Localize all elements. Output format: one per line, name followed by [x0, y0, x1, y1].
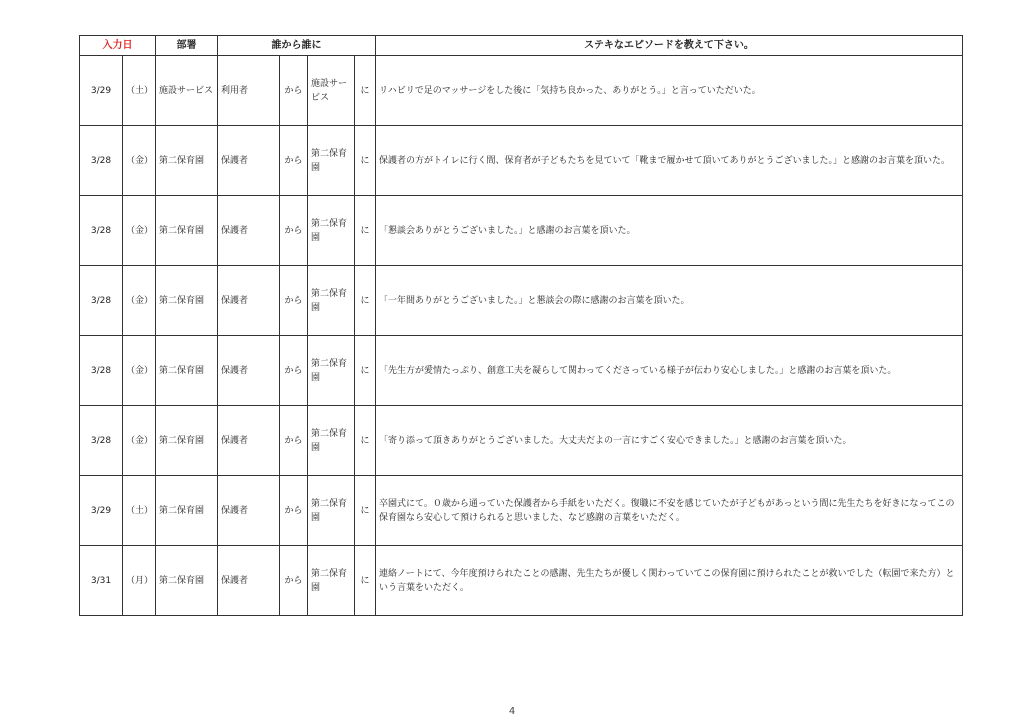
row-to: 第二保育園: [308, 336, 355, 406]
row-to: 第二保育園: [308, 126, 355, 196]
row-to: 施設サービス: [308, 56, 355, 126]
row-from: 保護者: [218, 336, 280, 406]
row-department: 施設サービス: [156, 56, 218, 126]
row-to: 第二保育園: [308, 196, 355, 266]
row-weekday: （金）: [123, 126, 156, 196]
row-department: 第二保育園: [156, 476, 218, 546]
row-kara: から: [280, 266, 308, 336]
table-row: [80, 126, 963, 196]
row-episode: 「懇談会ありがとうございました。」と感謝のお言葉を頂いた。: [376, 196, 963, 266]
row-from: 保護者: [218, 546, 280, 616]
row-episode: 保護者の方がトイレに行く間、保育者が子どもたちを見ていて「靴まで履かせて頂いてありがとうございました。」と感謝のお言葉を頂いた。: [376, 126, 963, 196]
row-episode: 「一年間ありがとうございました。」と懇談会の際に感謝のお言葉を頂いた。: [376, 266, 963, 336]
row-date: 3/29: [80, 56, 123, 126]
row-date: 3/28: [80, 266, 123, 336]
row-kara: から: [280, 196, 308, 266]
row-department: 第二保育園: [156, 196, 218, 266]
row-date: 3/31: [80, 546, 123, 616]
row-episode: 連絡ノートにて、今年度預けられたことの感謝、先生たちが優しく関わっていてこの保育園に預けられたことが救いでした（転園で来た方）という言葉をいただく。: [376, 546, 963, 616]
table-row: [80, 336, 963, 406]
header-date: 入力日: [80, 36, 156, 56]
row-kara: から: [280, 336, 308, 406]
row-episode: 卒園式にて。０歳から通っていた保護者から手紙をいただく。復職に不安を感じていたが子どもがあっという間に先生たちを好きになってこの保育園なら安心して預けられると思いました、など感謝の言葉をいただく。: [376, 476, 963, 546]
row-episode: リハビリで足のマッサージをした後に「気持ち良かった、ありがとう。」と言っていただいた。: [376, 56, 963, 126]
page-number: 4: [508, 706, 516, 717]
row-ni: に: [355, 546, 376, 616]
row-date: 3/28: [80, 336, 123, 406]
row-from: 保護者: [218, 406, 280, 476]
table-body: [80, 56, 963, 616]
row-to: 第二保育園: [308, 546, 355, 616]
row-from: 保護者: [218, 126, 280, 196]
row-kara: から: [280, 56, 308, 126]
row-ni: に: [355, 196, 376, 266]
row-from: 保護者: [218, 196, 280, 266]
row-to: 第二保育園: [308, 266, 355, 336]
row-date: 3/28: [80, 126, 123, 196]
header-episode: ステキなエピソードを教えて下さい。: [376, 36, 963, 56]
row-ni: に: [355, 406, 376, 476]
row-weekday: （金）: [123, 196, 156, 266]
row-from: 保護者: [218, 476, 280, 546]
row-ni: に: [355, 476, 376, 546]
row-weekday: （土）: [123, 56, 156, 126]
episode-table: [79, 35, 963, 616]
row-date: 3/29: [80, 476, 123, 546]
row-from: 保護者: [218, 266, 280, 336]
table-header-row: [80, 36, 963, 56]
row-weekday: （金）: [123, 266, 156, 336]
row-department: 第二保育園: [156, 126, 218, 196]
table-row: [80, 476, 963, 546]
row-kara: から: [280, 476, 308, 546]
row-ni: に: [355, 336, 376, 406]
row-to: 第二保育園: [308, 476, 355, 546]
row-ni: に: [355, 266, 376, 336]
row-to: 第二保育園: [308, 406, 355, 476]
row-kara: から: [280, 406, 308, 476]
row-ni: に: [355, 56, 376, 126]
row-department: 第二保育園: [156, 266, 218, 336]
row-weekday: （土）: [123, 476, 156, 546]
table-row: [80, 56, 963, 126]
header-dept: 部署: [156, 36, 218, 56]
row-ni: に: [355, 126, 376, 196]
row-weekday: （月）: [123, 546, 156, 616]
table-row: [80, 266, 963, 336]
row-kara: から: [280, 546, 308, 616]
row-episode: 「寄り添って頂きありがとうございました。大丈夫だよの一言にすごく安心できました。」と感謝のお言葉を頂いた。: [376, 406, 963, 476]
table-row: [80, 546, 963, 616]
row-date: 3/28: [80, 196, 123, 266]
header-who: 誰から誰に: [218, 36, 376, 56]
row-weekday: （金）: [123, 336, 156, 406]
row-department: 第二保育園: [156, 546, 218, 616]
row-department: 第二保育園: [156, 336, 218, 406]
row-kara: から: [280, 126, 308, 196]
row-department: 第二保育園: [156, 406, 218, 476]
table-row: [80, 196, 963, 266]
table-row: [80, 406, 963, 476]
row-date: 3/28: [80, 406, 123, 476]
row-from: 利用者: [218, 56, 280, 126]
row-episode: 「先生方が愛情たっぷり、創意工夫を凝らして関わってくださっている様子が伝わり安心しました。」と感謝のお言葉を頂いた。: [376, 336, 963, 406]
row-weekday: （金）: [123, 406, 156, 476]
